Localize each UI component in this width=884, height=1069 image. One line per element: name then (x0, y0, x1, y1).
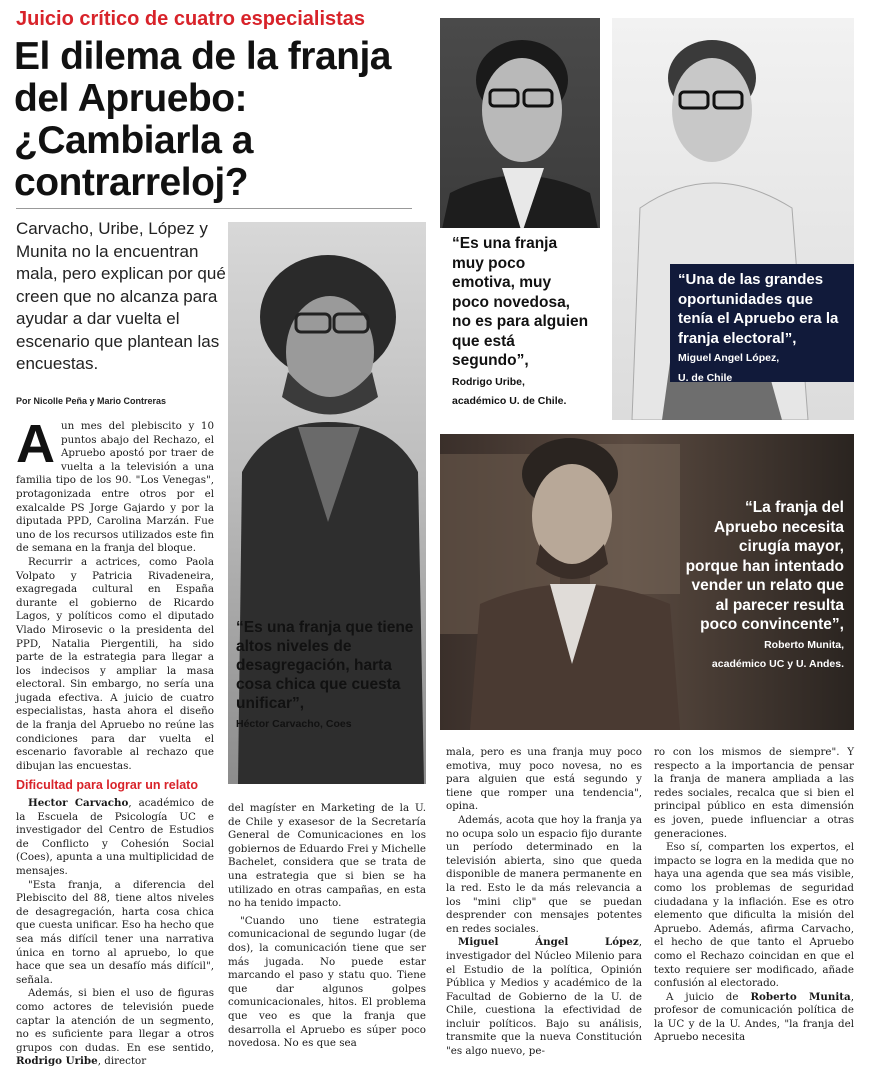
paragraph (16, 987, 214, 1069)
photo-uribe (440, 18, 600, 420)
portrait-illustration (440, 18, 600, 238)
quote-text: “Es una franja que tiene altos niveles de desagregación, harta cosa chica que cuesta unificar”, (236, 619, 414, 712)
subheading: Dificultad para lograr un relato (16, 778, 198, 793)
quote-affiliation: U. de Chile (678, 371, 733, 384)
paragraph (654, 991, 854, 1045)
quote-affiliation: académico U. de Chile. (452, 395, 567, 407)
quote-text: “La franja del Apruebo necesita cirugía mayor, porque han intentado vender un relato que al parecer resulta poco convincente”, (685, 499, 844, 633)
source-name: Roberto Munita (750, 990, 851, 1003)
quote-attribution: Héctor Carvacho, Coes (236, 718, 352, 730)
deck: Carvacho, Uribe, López y Munita no la encuentran mala, pero explican por qué creen que no alcanza para ayudar a dar vuelta el escenario que plantean las encuestas. (16, 219, 226, 373)
paragraph: mala, pero es una franja muy poco emotiva, muy poco novesa, no es para alguien que está segundo y tiene que romper una tendencia", opina. (446, 746, 642, 813)
paragraph (16, 797, 214, 879)
quote-affiliation: académico UC y U. Andes. (711, 658, 844, 670)
headline: El dilema de la franja del Apruebo: ¿Cambiarla a contrarreloj? (14, 35, 391, 204)
article-column-4 (654, 746, 854, 1045)
paragraph-text: , director (97, 1055, 147, 1068)
paragraph-text: , profesor de comunicación política de la UC y de la U. Andes, "la franja del Apruebo necesita (654, 990, 854, 1044)
pull-quote-munita (684, 498, 844, 675)
paragraph-text: A juicio de (666, 990, 751, 1003)
article-column-1 (16, 414, 214, 1069)
quote-text: “Una de las grandes oportunidades que tenía el Apruebo era la franja electoral”, (678, 271, 839, 347)
paragraph-text: , académico de la Escuela de Psicología UC e investigador del Centro de Estudios de Conflicto y Cohesión Social (Coes), apunta a una multiplicidad de mensajes. (16, 797, 214, 877)
photo-carvacho (228, 222, 426, 784)
source-name: Miguel Ángel López (458, 936, 639, 949)
byline: Por Nicolle Peña y Mario Contreras (16, 396, 167, 406)
quote-attribution: Roberto Munita, (764, 638, 844, 651)
paragraph-text: , investigador del Núcleo Milenio para el Estudio de la política, Opinión Pública y Medios y académico de la Facultad de Gobierno de la U. de Chile, cuestiona la efectividad de incluir políticos. Bajo su análisis, transmite que la nueva Constitución "es algo nuevo, pe- (446, 936, 642, 1058)
paragraph: Además, acota que hoy la franja ya no ocupa solo un espacio fijo durante un período determinado en la televisión abierta, sino que queda disponible de manera permanente en la red. Esto le da más relevancia a los "mini clip" que se puedan desprender con mensajes potentes en redes sociales. (446, 813, 642, 935)
paragraph: "Cuando uno tiene estrategia comunicacional de segundo lugar (de dos), la comunicación tiene que ser más jugada. No puede estar marcando el paso y statu quo. Tiene que dar algunos golpes comunicacionales, hitos. El problema que veo es que la franja que desarrolla el Apruebo es súper poco novedosa. No es que sea (228, 914, 426, 1050)
paragraph: ro con los mismos de siempre". Y respecto a la importancia de pensar la franja de manera ampliada a las redes sociales, recalca que si bien el principal público en esta dimensión es joven, puede influenciar a otras generaciones. (654, 746, 854, 840)
drop-cap: A (16, 414, 55, 474)
pull-quote-uribe (452, 234, 592, 412)
pull-quote-carvacho (236, 618, 418, 734)
quote-attribution: Rodrigo Uribe, (452, 375, 525, 388)
quote-attribution: Miguel Angel López, (678, 352, 780, 364)
paragraph: Recurrir a actrices, como Paola Volpato y Patricia Rivadeneira, exagregada cultural en España durante el gobierno de Ricardo Lagos, y políticos como el diputado Vlado Mirosevic o la presidenta del PPD, Natalia Piergentili, ha sido parte de la estrategia para llegar a los indecisos y ampliar la masa electoral. Sin embargo, no sería una jugada efectiva. A juicio de cuatro especialistas, hasta ahora el diseño de la franja del Apruebo no reúne las condiciones para dar vuelta el escenario favorable al rechazo que dibujan las encuestas. (16, 555, 214, 772)
source-name: Rodrigo Uribe (16, 1055, 98, 1068)
article-column-2 (228, 802, 426, 1051)
article-column-3 (446, 746, 642, 1059)
section-kicker: Juicio crítico de cuatro especialistas (16, 8, 366, 30)
paragraph: un mes del plebiscito y 10 puntos abajo del Rechazo, el Apruebo apostó por traer de vuelta a la televisión a una familia tipo de los 90. "Los Venegas", protagonizada entre otros por el exalcalde PS Jorge Gajardo y por la diputada PPD, Carolina Marzán. Fue uno de los recursos utilizados este fin de semana en la franja del bloque. (16, 420, 214, 555)
paragraph (446, 936, 642, 1058)
paragraph-text: Además, si bien el uso de figuras como actores de televisión puede captar la atención de un segmento, no es suficiente para llegar a otros grupos con dudas. En ese sentido, (16, 987, 214, 1054)
divider (16, 208, 412, 209)
paragraph: Eso sí, comparten los expertos, el impacto se logra en la medida que no haya una agenda que sea más visible, como los problemas de seguridad ciudadana y la inflación. Ese es otro elemento que dificulta la misión del Apruebo. Además, afirma Carvacho, el hecho de que tanto el Apruebo como el Rechazo coincidan en que el texto requiere ser modificado, añade confusión al electorado. (654, 841, 854, 990)
paragraph: "Esta franja, a diferencia del Plebiscito del 88, tiene altos niveles de desagregación, harta cosa chica que cuesta unificar. Eso ha hecho que sea más difícil tener una narrativa única en torno al apruebo, lo que hace que sea un desafío más difícil", señala. (16, 878, 214, 986)
quote-text: “Es una franja muy poco emotiva, muy poco novedosa, no es para alguien que está segundo”, (452, 235, 589, 369)
source-name: Hector Carvacho (28, 797, 129, 810)
paragraph: del magíster en Marketing de la U. de Chile y exasesor de la Secretaría General de Comunicaciones en los gobiernos de Eduardo Frei y Michelle Bachelet, considera que se trata de una estrategia que si bien se ha utilizado en otras campañas, en esta no ha tenido impacto. (228, 802, 426, 910)
photo-lopez (612, 18, 854, 420)
pull-quote-lopez (678, 270, 852, 388)
photo-munita (440, 434, 854, 730)
